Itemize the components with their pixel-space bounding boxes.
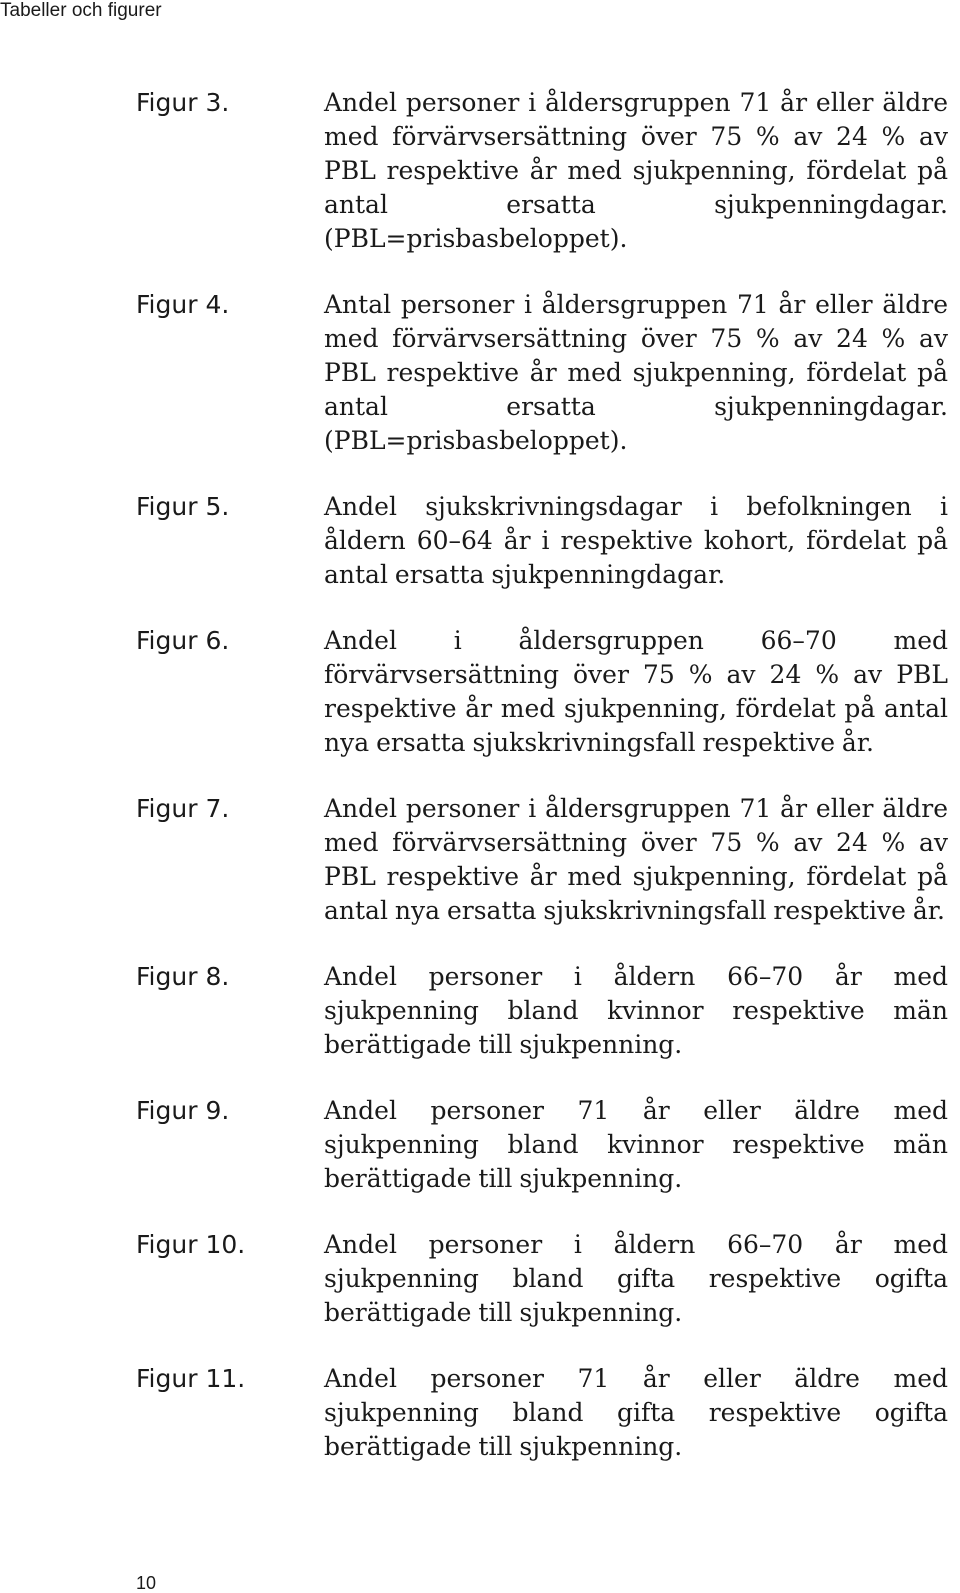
figure-caption: Andel personer 71 år eller äldre med sjukpenning bland gifta respektive ogifta berättigade till sjukpenning. (324, 1364, 948, 1461)
figure-label: Figur 11. (136, 1364, 246, 1393)
figure-entry (136, 490, 956, 592)
figure-label: Figur 5. (136, 492, 230, 521)
figure-list (136, 86, 956, 1496)
figure-caption: Andel personer i åldern 66–70 år med sjukpenning bland kvinnor respektive män berättigade till sjukpenning. (324, 962, 948, 1059)
page-number: 10 (136, 1573, 157, 1593)
figure-label: Figur 10. (136, 1230, 246, 1259)
figure-entry (136, 792, 956, 928)
figure-caption: Andel personer i åldersgruppen 71 år eller äldre med förvärvsersättning över 75 % av 24 % av PBL respektive år med sjukpenning, fördelat på antal nya ersatta sjukskrivningsfall respektive år. (324, 794, 948, 925)
figure-label: Figur 8. (136, 962, 230, 991)
figure-label: Figur 6. (136, 626, 230, 655)
figure-entry (136, 86, 956, 256)
figure-caption: Andel personer i åldern 66–70 år med sjukpenning bland gifta respektive ogifta berättigade till sjukpenning. (324, 1230, 948, 1327)
figure-caption: Antal personer i åldersgruppen 71 år eller äldre med förvärvsersättning över 75 % av 24 % av PBL respektive år med sjukpenning, fördelat på antal ersatta sjukpenningdagar. (PBL=prisbasbeloppet). (324, 290, 948, 455)
figure-entry (136, 1228, 956, 1330)
figure-caption: Andel personer i åldersgruppen 71 år eller äldre med förvärvsersättning över 75 % av 24 % av PBL respektive år med sjukpenning, fördelat på antal ersatta sjukpenningdagar. (PBL=prisbasbeloppet). (324, 88, 948, 253)
figure-caption: Andel sjukskrivningsdagar i befolkningen i åldern 60–64 år i respektive kohort, fördelat på antal ersatta sjukpenningdagar. (324, 492, 948, 589)
figure-label: Figur 9. (136, 1096, 230, 1125)
figure-entry (136, 624, 956, 760)
figure-entry (136, 960, 956, 1062)
figure-caption: Andel i åldersgruppen 66–70 med förvärvsersättning över 75 % av 24 % av PBL respektive år med sjukpenning, fördelat på antal nya ersatta sjukskrivningsfall respektive år. (324, 626, 948, 757)
running-header: Tabeller och figurer (0, 0, 162, 21)
figure-label: Figur 3. (136, 88, 230, 117)
figure-caption: Andel personer 71 år eller äldre med sjukpenning bland kvinnor respektive män berättigade till sjukpenning. (324, 1096, 948, 1193)
figure-entry (136, 1362, 956, 1464)
figure-entry (136, 1094, 956, 1196)
figure-entry (136, 288, 956, 458)
figure-label: Figur 4. (136, 290, 230, 319)
figure-label: Figur 7. (136, 794, 230, 823)
